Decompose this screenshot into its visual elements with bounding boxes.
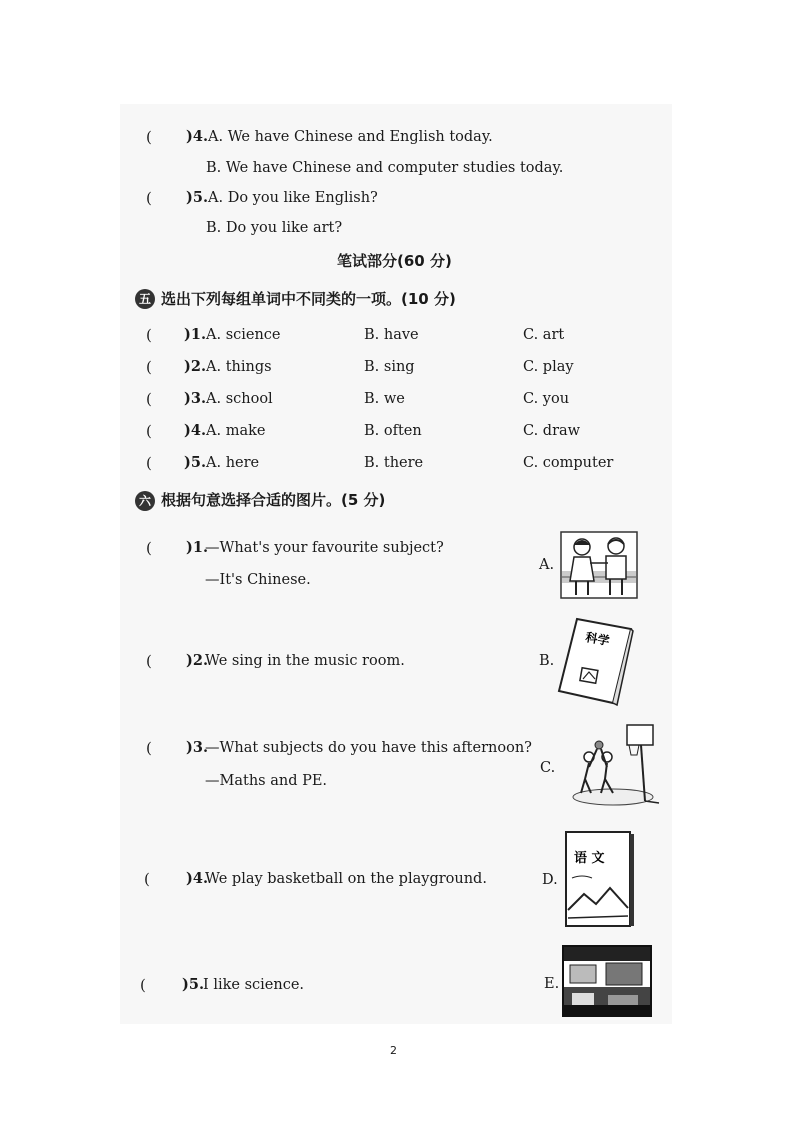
- option-a: A. school: [206, 391, 273, 407]
- option-a: A. science: [206, 327, 281, 343]
- section-title: 选出下列每组单词中不同类的一项。(10 分): [161, 290, 456, 308]
- option-b: B. have: [364, 327, 419, 343]
- section-title: 根据句意选择合适的图片。(5 分): [161, 491, 386, 509]
- answer-paren[interactable]: (: [146, 326, 152, 344]
- music-room-photo: [562, 945, 652, 1017]
- question-number: )5.: [184, 454, 206, 471]
- option-a: A. here: [206, 455, 260, 471]
- science-book-image: [555, 615, 635, 707]
- answer-paren[interactable]: (: [146, 539, 152, 557]
- basketball-players-image: [571, 723, 663, 807]
- question-number: )2.: [186, 652, 208, 669]
- question-number: )3.: [186, 739, 208, 756]
- option-c: C. computer: [523, 455, 614, 471]
- picture-label-d: D.: [542, 872, 558, 888]
- option-a: A. We have Chinese and English today.: [208, 129, 493, 145]
- picture-label-b: B.: [539, 653, 555, 669]
- question-number: )1.: [186, 539, 208, 556]
- written-part-title: 笔试部分(60 分): [337, 252, 452, 270]
- answer-paren[interactable]: (: [146, 652, 152, 670]
- question-number: )2.: [184, 358, 206, 375]
- option-c: C. you: [523, 391, 570, 407]
- option-c: C. play: [523, 359, 574, 375]
- answer-paren[interactable]: (: [146, 422, 152, 440]
- answer-paren[interactable]: (: [144, 870, 150, 888]
- question-text: We play basketball on the playground.: [205, 871, 487, 887]
- question-number: )5.: [182, 976, 204, 993]
- book-title: 语 文: [574, 851, 605, 866]
- option-b: B. we: [364, 391, 405, 407]
- answer-text: —It's Chinese.: [205, 572, 311, 588]
- book-title: 科学: [584, 630, 611, 649]
- question-number: )3.: [184, 390, 206, 407]
- answer-paren[interactable]: (: [146, 454, 152, 472]
- option-a: A. Do you like English?: [208, 190, 378, 206]
- option-b: B. We have Chinese and computer studies today.: [206, 160, 564, 176]
- option-b: B. Do you like art?: [206, 220, 343, 236]
- option-b: B. sing: [364, 359, 415, 375]
- page-number: 2: [390, 1044, 397, 1057]
- picture-label-a: A.: [539, 557, 555, 573]
- question-number: )4.: [186, 870, 208, 887]
- answer-paren[interactable]: (: [146, 390, 152, 408]
- question-text: We sing in the music room.: [205, 653, 405, 669]
- question-number: )5.: [186, 189, 208, 206]
- question-text: —What's your favourite subject?: [205, 540, 444, 556]
- section-badge: 五: [135, 289, 155, 309]
- question-number: )4.: [184, 422, 206, 439]
- option-c: C. draw: [523, 423, 581, 439]
- two-children-talking-image: [560, 531, 638, 599]
- chinese-book-image: [562, 828, 636, 930]
- option-a: A. make: [206, 423, 266, 439]
- question-number: )1.: [184, 326, 206, 343]
- option-c: C. art: [523, 327, 565, 343]
- question-text: I like science.: [203, 977, 305, 993]
- question-text: —What subjects do you have this afternoon?: [205, 740, 532, 756]
- answer-paren[interactable]: (: [146, 189, 152, 207]
- answer-text: —Maths and PE.: [205, 773, 328, 789]
- answer-paren[interactable]: (: [140, 976, 146, 994]
- section-badge: 六: [135, 491, 155, 511]
- option-a: A. things: [206, 359, 272, 375]
- answer-paren[interactable]: (: [146, 739, 152, 757]
- picture-label-e: E.: [544, 976, 560, 992]
- option-b: B. there: [364, 455, 424, 471]
- option-b: B. often: [364, 423, 422, 439]
- answer-paren[interactable]: (: [146, 128, 152, 146]
- answer-paren[interactable]: (: [146, 358, 152, 376]
- picture-label-c: C.: [540, 760, 556, 776]
- question-number: )4.: [186, 128, 208, 145]
